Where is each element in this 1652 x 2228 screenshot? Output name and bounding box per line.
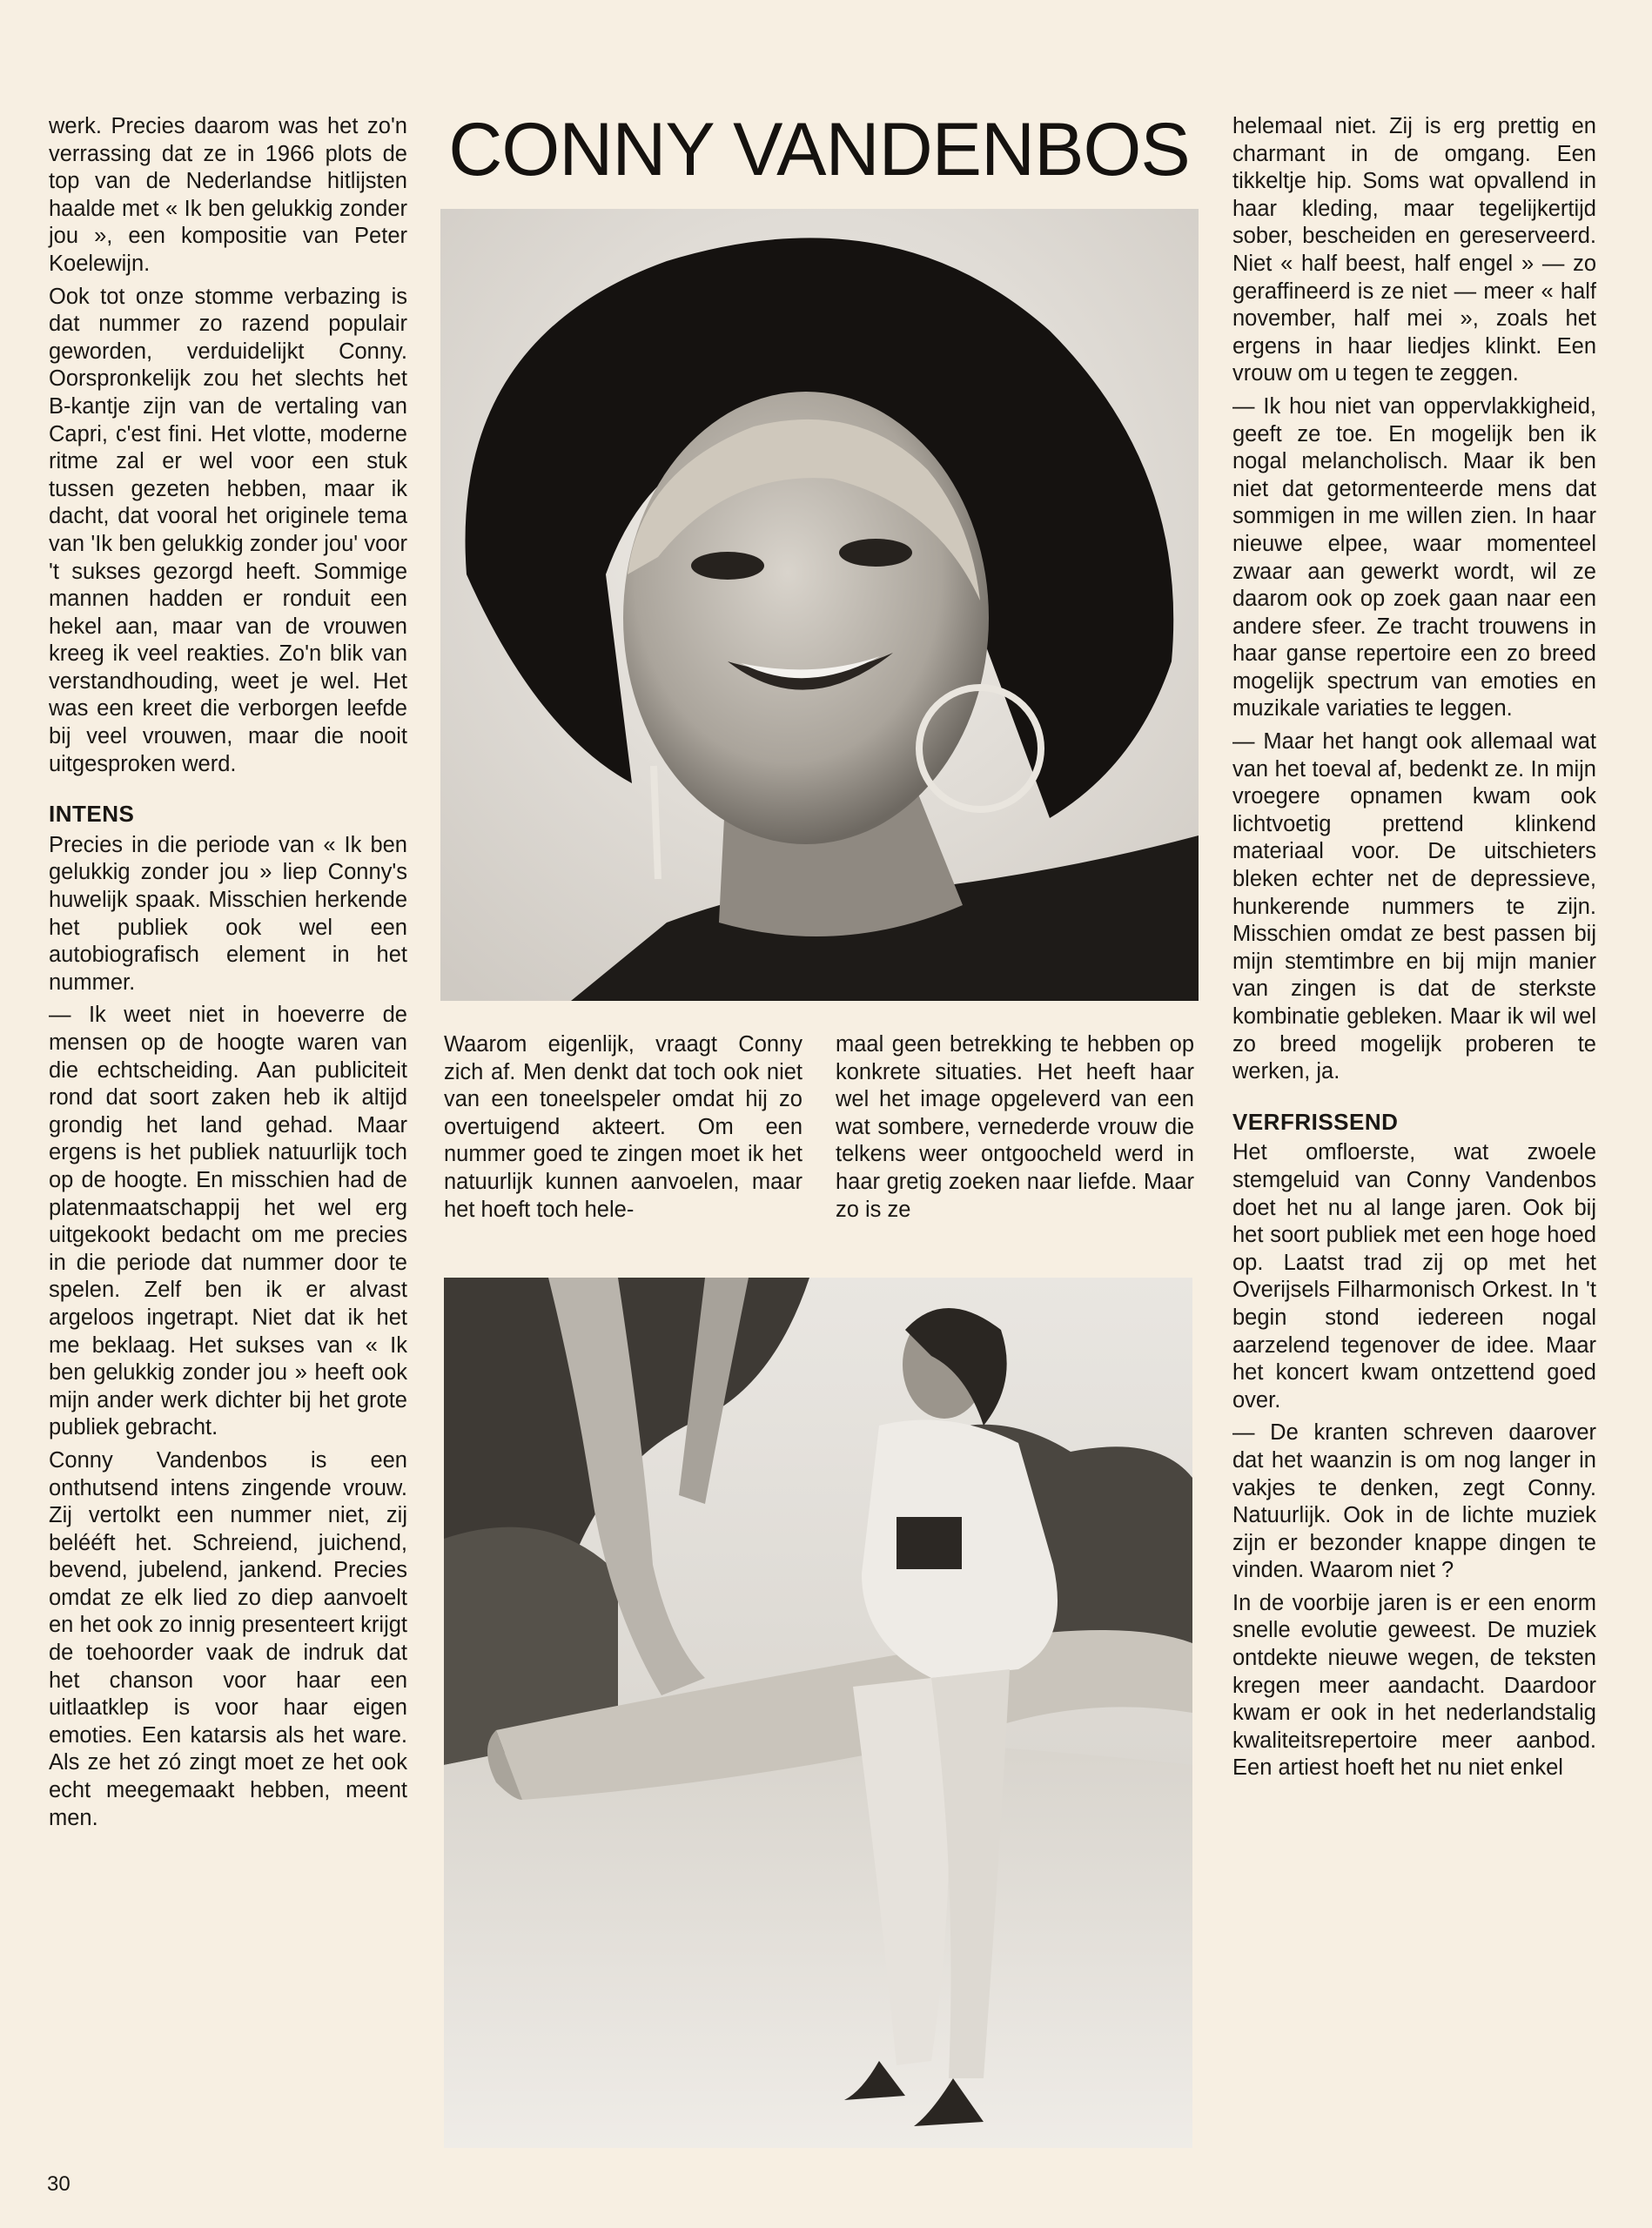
page-number: 30 xyxy=(47,2172,71,2196)
paragraph: werk. Precies daarom was het zo'n verrassing dat ze in 1966 plots de top van de Nederlandse hitlijsten haalde met « Ik ben gelukkig zonder jou », een kompositie van Peter Koelewijn. xyxy=(49,114,407,276)
section-heading: INTENS xyxy=(49,801,135,828)
text-column-3 xyxy=(836,1031,1194,1229)
paragraph: helemaal niet. Zij is erg prettig en charmant in de omgang. Een tikkeltje hip. Soms wat opvallend in haar kleding, maar tegelijkertijd sober, bescheiden en gereserveerd. Niet « half beest, half engel » — zo geraffineerd is ze niet — meer « half november, half mei », zoals het ergens in haar liedjes klinkt. Een vrouw om u tegen te zeggen. xyxy=(1232,114,1596,386)
paragraph: — Ik weet niet in hoeverre de mensen op de hoogte waren van die echtscheiding. Aan publiciteit rond dat soort zaken heb ik altijd grondig het land gehad. Maar ergens is het publiek natuurlijk toch op de hoogte. En misschien had de platenmaatschappij het wel erg uitgekookt bedacht om me precies in die periode dat nummer door te spelen. Zelf ben ik er alvast argeloos ingetrapt. Niet dat ik het me beklaag. Het sukses van « Ik ben gelukkig zonder jou » heeft ook mijn ander werk dichter bij het grote publiek gebracht. xyxy=(49,1003,407,1440)
paragraph: Ook tot onze stomme verbazing is dat nummer zo razend populair geworden, verduidelijkt Conny. Oorspronkelijk zou het slechts het B-kantje zijn van de vertaling van Capri, c'est fini. Het vlotte, moderne ritme zal er wel voor een stuk tussen gezeten hebben, maar ik dacht, dat vooral het originele tema van 'Ik ben gelukkig zonder jou' voor 't sukses gezorgd heeft. Sommige mannen hadden er ronduit een hekel aan, maar van de vrouwen kreeg ik veel reakties. Zo'n blik van verstandhouding, weet je wel. Het was een kreet die verborgen leefde bij veel vrouwen, maar die nooit uitgesproken werd. xyxy=(49,284,407,776)
text-column-2 xyxy=(444,1031,802,1229)
outdoor-photo xyxy=(444,1278,1192,2148)
paragraph: Het omfloerste, wat zwoele stemgeluid van Conny Vandenbos doet het nu al lange jaren. Ook bij het soort publiek met een hoge hoed op. Laatst trad zij op met het Overijsels Filharmonisch Orkest. In 't begin stond iedereen nogal aarzelend tegenover de idee. Maar het koncert kwam ontzettend goed over. xyxy=(1232,1140,1596,1413)
article-title: CONNY VANDENBOS xyxy=(448,108,1190,191)
paragraph: maal geen betrekking te hebben op konkrete situaties. Het heeft haar wel het image opgeleverd van een wat sombere, vernederde vrouw die telkens weer ontgoocheld werd in haar gretig zoeken naar liefde. Maar zo is ze xyxy=(836,1032,1194,1222)
paragraph: — Maar het hangt ook allemaal wat van het toeval af, bedenkt ze. In mijn vroegere opnamen kwam ook lichtvoetig prettend klinkend materiaal voor. De uitschieters bleken echter net de depressieve, hunkerende nummers te zijn. Misschien omdat ze best passen bij mijn stemtimbre en bij mijn manier van zingen is dat de sterkste kombinatie gebleken. Maar ik wil wel zo breed mogelijk proberen te werken, ja. xyxy=(1232,729,1596,1084)
paragraph: Waarom eigenlijk, vraagt Conny zich af. Men denkt dat toch ook niet van een toneelspeler omdat hij zo overtuigend akteert. Om een nummer goed te zingen moet ik het natuurlijk kunnen aanvoelen, maar het hoeft toch hele- xyxy=(444,1032,802,1222)
paragraph: In de voorbije jaren is er een enorm snelle evolutie geweest. De muziek ontdekte nieuwe wegen, de teksten kregen meer aandacht. Daardoor kwam er ook in het nederlandstalig kwaliteitsrepertoire meer aanbod. Een artiest hoeft het nu niet enkel xyxy=(1232,1590,1596,1781)
portrait-photo xyxy=(440,209,1199,1001)
paragraph: — Ik hou niet van oppervlakkigheid, geeft ze toe. En mogelijk ben ik nogal melancholisch. Maar ik ben niet dat getormenteerde mens dat sommigen in me willen zien. In haar nieuwe elpee, waar momenteel zwaar aan gewerkt wordt, wil ze daarom ook op zoek gaan naar een andere sfeer. Ze tracht trouwens in haar ganse repertoire een zo breed mogelijk spectrum van emoties en muzikale variaties te leggen. xyxy=(1232,393,1596,721)
text-column-1 xyxy=(49,113,407,1837)
paragraph: Precies in die periode van « Ik ben gelukkig zonder jou » liep Conny's huwelijk spaak. Misschien herkende het publiek ook wel een autobiografisch element in het nummer. xyxy=(49,832,407,995)
section-heading: VERFRISSEND xyxy=(1232,1108,1399,1135)
paragraph: Conny Vandenbos is een onthutsend intens zingende vrouw. Zij vertolkt een nummer niet, zij belééft het. Schreiend, juichend, bevend, jubelend, jankend. Precies omdat ze elk lied zo diep aanvoelt en het ook zo innig presenteert krijgt de toehoorder vaak de indruk dat het chanson voor haar een uitlaatklep is voor haar eigen emoties. Een katarsis als het ware. Als ze het zó zingt moet ze het ook echt meegemaakt hebben, meent men. xyxy=(49,1447,407,1830)
paragraph: — De kranten schreven daarover dat het waanzin is om nog langer in vakjes te denken, zegt Conny. Natuurlijk. Ook in de lichte muziek zijn er bezonder knappe dingen te vinden. Waarom niet ? xyxy=(1232,1420,1596,1583)
text-column-4 xyxy=(1232,113,1596,1788)
